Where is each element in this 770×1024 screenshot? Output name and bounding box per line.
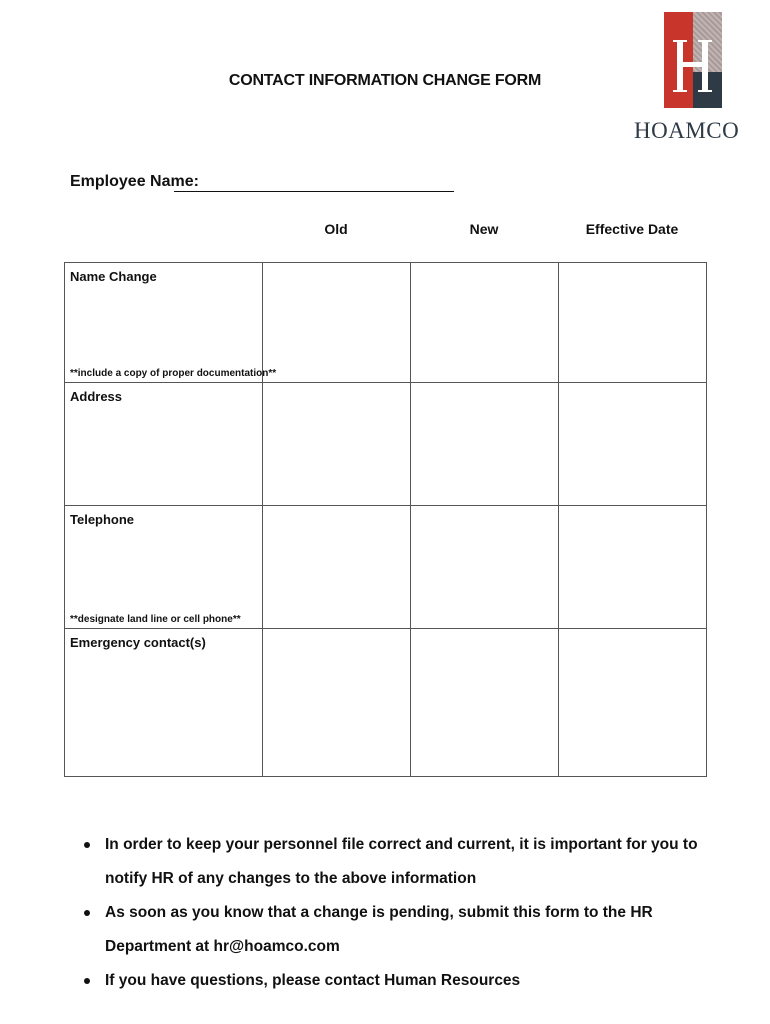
page-title: CONTACT INFORMATION CHANGE FORM: [228, 72, 542, 89]
cell-effective-date-name[interactable]: [559, 263, 707, 383]
change-table: [64, 262, 707, 777]
instruction-text: In order to keep your personnel file correct and current, it is important for you to notify HR of any changes to the above information: [105, 836, 698, 887]
bullet-icon: [84, 842, 90, 848]
cell-old-name[interactable]: [263, 263, 411, 383]
logo-mark: [664, 12, 722, 108]
table-row-address: [65, 383, 707, 506]
cell-new-address[interactable]: [411, 383, 559, 506]
list-item: [80, 964, 720, 998]
cell-new-name[interactable]: [411, 263, 559, 383]
instruction-text: As soon as you know that a change is pending, submit this form to the HR Department at hr@hoamco.com: [105, 904, 653, 955]
employee-name-label: Employee Name:: [70, 173, 199, 190]
row-label: Emergency contact(s): [70, 635, 206, 650]
logo-wordmark: HOAMCO: [634, 118, 740, 143]
cell-new-emergency[interactable]: [411, 629, 559, 777]
bullet-icon: [84, 978, 90, 984]
list-item: [80, 828, 720, 896]
employee-name-field[interactable]: [174, 191, 454, 192]
instruction-text: If you have questions, please contact Human Resources: [105, 972, 521, 989]
row-label-cell: [65, 629, 263, 777]
cell-effective-date-emergency[interactable]: [559, 629, 707, 777]
cell-new-telephone[interactable]: [411, 506, 559, 629]
cell-old-emergency[interactable]: [263, 629, 411, 777]
column-header-effective-date: Effective Date: [585, 221, 679, 237]
cell-old-telephone[interactable]: [263, 506, 411, 629]
cell-old-address[interactable]: [263, 383, 411, 506]
cell-effective-date-address[interactable]: [559, 383, 707, 506]
table-row-emergency-contact: [65, 629, 707, 777]
row-label-cell: [65, 263, 277, 383]
cell-effective-date-telephone[interactable]: [559, 506, 707, 629]
row-label: Name Change: [70, 269, 157, 284]
table-row-name-change: [65, 263, 707, 383]
column-header-new: New: [469, 221, 499, 237]
row-label-cell: [65, 383, 263, 506]
table-row-telephone: [65, 506, 707, 629]
instructions-list: [80, 828, 720, 998]
row-label: Telephone: [70, 512, 135, 527]
row-note: **include a copy of proper documentation**: [70, 368, 277, 379]
column-header-old: Old: [324, 221, 348, 237]
bullet-icon: [84, 910, 90, 916]
row-note: **designate land line or cell phone**: [70, 614, 241, 625]
list-item: [80, 896, 720, 964]
row-label-cell: [65, 506, 263, 629]
logo-letter-icon: [664, 12, 722, 108]
row-label: Address: [70, 389, 123, 404]
